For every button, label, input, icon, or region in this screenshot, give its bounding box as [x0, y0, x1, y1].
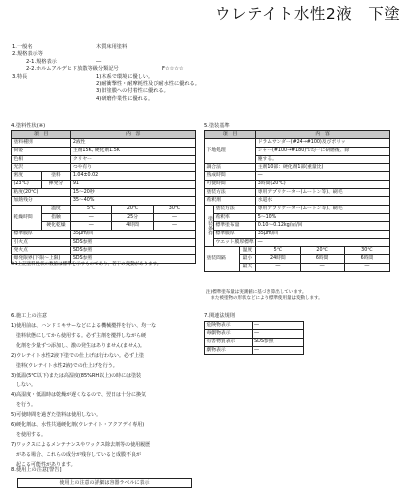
spec-list [12, 44, 200, 103]
spec-row: 3.特長 1)木系で環境に優しい。 [12, 73, 154, 80]
spec-row: 2-2.ホルムアルデヒド放散等級分類記号 F☆☆☆☆ [26, 66, 184, 73]
laws-heading: 7.関連法規則 [204, 313, 235, 319]
precautions-heading: 6.施工上の注意 [11, 313, 48, 319]
props-table: 項 目 内 容 塗料種別 2液性 荷姿 主剤15K, 硬化剤1.5K 色相 クリヤー 光沢 つや有り 密度 塗料 1.04±0.02 (23℃) 揮発分 91 粘度(20℃) 15～20秒 加熱残分 35～40% 乾燥時間 温度 5℃ 20℃ 30℃ 指触 ― 25分 ― 硬化乾燥 ― 4時間 ― 標準膜厚 35μm/回 引火点 SDS参照 発火点 SDS参照 爆発限界(下限～上限) SDS参照 [11, 130, 196, 264]
col-header-content: 内 容 [256, 131, 390, 139]
feature-line: 2)耐衝撃性・耐摩耗性及び耐水性に優れる。 [96, 81, 200, 88]
props-heading: 4.塗料性状(※) [11, 123, 46, 129]
col-header-content: 内 容 [71, 131, 196, 139]
feature-line: 4)研磨作業性に優れる。 [96, 95, 154, 102]
sub-group-label: 塗装条件 [205, 205, 214, 246]
spec-row: 2-1.規格表示 ― [26, 58, 102, 65]
usage-heading: 8.使用上の注意[警告] [11, 467, 62, 473]
laws-table: 危険物表示 ― 毒劇物表示 ― 有害物質表示 SDS参照 劇物表示 ― [204, 321, 304, 355]
usage-box: 使用上の注意の詳細は容器ラベルに表示 [17, 478, 192, 488]
coating-table: 項 目 内 容 下地処理 ドラムサンダー(#24→#100)及びポリッ シャー(#100→#180)で均一に研磨後、除 塵する。 調合法 主剤10部：硬化剤1部(重量比) 熟成時間 ― 可使時間 3時間(20℃) 塗装方法 専用アプリケーター(ムートン等)、刷毛 希釈剤 水道水 塗装条件 塗装方法 専用アプリケーター(ムートン等)、刷毛 希釈率 5～10% 標準塗布量 0.10～0.12kg/㎡/回 標準膜厚 35μm/回 ウエット膜厚標準 ― 塗装間隔 温度 5℃ 20℃ 30℃ 最小 24時間 6時間 6時間 最大 ― ― ― [204, 130, 390, 272]
props-footnote: ※1上記塗料性状の数値は標準を示すものであり、若干の変動があります。 [11, 262, 162, 267]
page-title: ウレテイト水性2液 下塗 [215, 5, 400, 23]
col-header-item: 項 目 [205, 131, 256, 139]
feature-line: 3)旧塗膜への付着性に優れる。 [96, 88, 169, 95]
spec-row: 2.規格表示等 [12, 51, 43, 58]
coating-footnote: 注)標準塗布量は実測値に基づき算出しています。 また被塗物の形状などにより標準使用量は変動します。 [206, 290, 323, 301]
precautions-list: 1)使用前は、ハンドミキサーなどによる機械攪拌を行い、均一な 塗料状態にしてから使用する。必ず主剤を攪拌しながら硬 化剤を少量ずつ添加し、激の発生はありません(ません)。 2)ウレテイト水性2液下塗での仕上げは行わない。必ず上塗 塗料(ウレテイト水性2液)での仕上げを行う。 3)低温(5℃以下)または高湿度(85%RH以上)の時には塗装 しない。 4)高湿度・低温時は乾燥が遅くなるので、翌日は十分に換気 を行う。 5)可使時間を過ぎた塗料は使用しない。 6)硬化剤は、水性共通硬化剤(ウレテイト・アクアデイ専用) を使用する。 7)ワックスによるメンテナンスやワックス除去剤等の使用履歴 がある場合、これらの成分が残存していると成膜不良が 起こる可能性があります。 [11, 323, 157, 468]
col-header-item: 項 目 [12, 131, 71, 139]
spec-row: 1.一般名 木質床用塗料 [12, 44, 128, 50]
coating-heading: 5.塗装基準 [204, 123, 230, 129]
